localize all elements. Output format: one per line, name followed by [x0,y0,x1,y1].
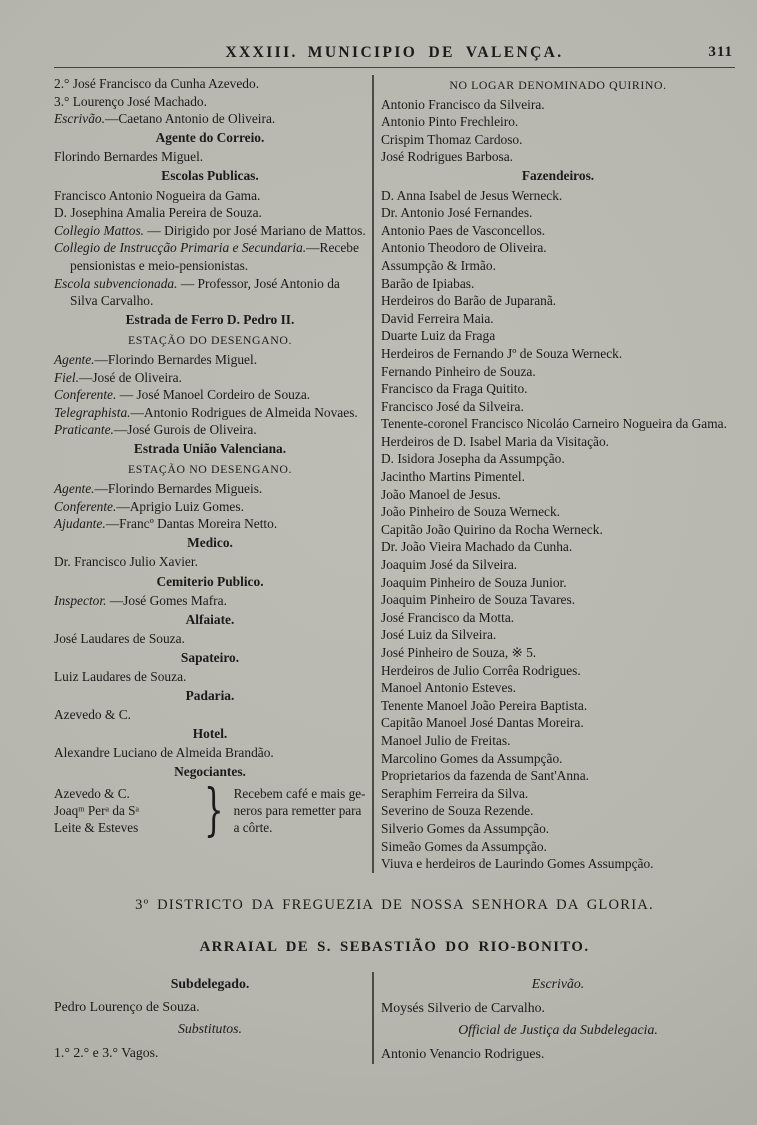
directory-line: Simeão Gomes da Assumpção. [381,838,547,854]
directory-line [54,404,366,422]
directory-line: José Francisco da Motta. [381,609,515,625]
directory-line: Francisco da Fraga Quitito. [381,381,528,397]
line-text: —Recebe pensionistas e meio-pensionistas. [70,240,359,273]
directory-line: Herdeiros do Barão de Juparanã. [381,293,557,309]
merchant-name: Leite & Esteves [54,820,139,836]
directory-line: Tenente-coronel Francisco Nicoláo Carneiro Nogueira da Gama. [381,416,727,432]
line-text: —Florindo Bernardes Migueis. [94,481,263,497]
directory-line: José Laudares de Souza. [54,630,185,646]
directory-line: José Luiz da Silveira. [381,627,497,643]
line-lead: Collegio Mattos. [54,222,145,238]
section-heading: Medico. [187,535,233,551]
line-lead: Inspector. [54,592,107,608]
chapter-number: XXXIII. [225,44,298,61]
directory-line: Silverio Gomes da Assumpção. [381,820,550,836]
line-lead: Conferente. [54,387,117,403]
merchant-names [54,785,196,837]
directory-line: D. Anna Isabel de Jesus Werneck. [381,187,563,203]
directory-line: Francisco Antonio Nogueira da Gama. [54,187,261,203]
directory-line: 1.° 2.° e 3.° Vagos. [54,1045,159,1061]
page-number: 311 [708,44,733,60]
line-lead: Escrivão. [54,111,105,127]
running-head [54,44,735,62]
bottom-right-column [374,972,735,1064]
directory-line: Florindo Bernardes Miguel. [54,149,204,165]
line-text: —José Gomes Mafra. [106,592,227,608]
directory-line [54,275,366,310]
section-heading: Fazendeiros. [521,168,595,184]
directory-line: Jacintho Martins Pimentel. [381,469,525,485]
arraial-heading: ARRAIAL DE S. SEBASTIÃO DO RIO-BONITO. [199,938,590,955]
directory-line: Duarte Luiz da Fraga [381,328,496,344]
section-heading: Cemiterio Publico. [156,573,264,589]
merchant-name: Joaqᵐ Perᵃ da Sᵃ [54,802,140,818]
directory-line: Francisco José da Silveira. [381,398,524,414]
section-heading: Hotel. [192,726,228,742]
directory-line [54,239,366,274]
directory-line: Pedro Lourenço de Souza. [54,999,200,1015]
directory-line: Capitão João Quirino da Rocha Werneck. [381,521,603,537]
line-text: —Florindo Bernardes Miguel. [94,351,258,367]
directory-line: Crispim Thomaz Cardoso. [381,131,523,147]
directory-line: Moysés Silverio de Carvalho. [381,999,546,1015]
directory-line: Herdeiros de Julio Corrêa Rodrigues. [381,662,581,678]
directory-line: Herdeiros de Fernando Jº de Souza Werneck. [381,345,623,361]
directory-line [54,351,366,369]
directory-line: Severino de Souza Rezende. [381,803,534,819]
line-lead: Agente. [54,351,95,367]
italic-heading: Official de Justiça da Subdelegacia. [458,1021,658,1037]
line-lead: Telegraphista. [54,404,131,420]
directory-line [54,386,366,404]
directory-line: João Manoel de Jesus. [381,486,501,502]
directory-line: 2.° José Francisco da Cunha Azevedo. [54,76,260,91]
directory-line: Antonio Venancio Rodrigues. [381,1045,545,1061]
section-subheading: ESTAÇÃO NO DESENGANO. [127,461,293,476]
district-heading: 3º DISTRICTO DA FREGUEZIA DE NOSSA SENHORA DA GLORIA. [135,896,654,913]
italic-heading: Escrivão. [531,975,585,991]
directory-line: Tenente Manoel João Pereira Baptista. [381,697,588,713]
directory-line: Antonio Francisco da Silveira. [381,96,545,112]
section-heading: Escolas Publicas. [161,168,259,184]
line-text: —Antonio Rodrigues de Almeida Novaes. [130,404,358,420]
directory-line: Dr. Antonio José Fernandes. [381,205,533,221]
page-header [54,44,735,62]
merchants-note-line: Recebem café e mais ge- [233,785,366,801]
line-text: —José Gurois de Oliveira. [113,422,257,438]
brace-glyph: } [204,777,224,843]
directory-line: Antonio Paes de Vasconcellos. [381,222,546,238]
directory-line: David Ferreira Maia. [381,310,494,326]
directory-line: Capitão Manoel José Dantas Moreira. [381,715,584,731]
section-heading: Negociantes. [174,764,246,780]
directory-line: José Rodrigues Barbosa. [381,149,514,165]
line-lead: Ajudante. [54,516,106,532]
directory-line: Proprietarios da fazenda de Sant'Anna. [381,768,590,784]
left-column-list [54,75,366,783]
directory-line [54,222,366,240]
directory-line [54,592,366,610]
bottom-column-divider [372,972,374,1064]
page-title: MUNICIPIO DE VALENÇA. [307,44,564,61]
directory-line: Marcolino Gomes da Assumpção. [381,750,563,766]
bottom-columns [54,972,735,1074]
directory-line [54,480,366,498]
directory-line: Fernando Pinheiro de Souza. [381,363,536,379]
line-lead: Escola subvencionada. [54,275,178,291]
italic-heading: Substitutos. [177,1021,242,1037]
section-heading: Estrada União Valenciana. [133,441,287,457]
directory-line [54,369,366,387]
directory-line: 3.° Lourenço José Machado. [54,93,207,109]
directory-line: Assumpção & Irmão. [381,257,496,273]
merchant-name: Azevedo & C. [54,785,130,801]
line-lead: Collegio de Instrucção Primaria e Secundaria. [54,240,307,256]
directory-line: Viuva e herdeiros de Laurindo Gomes Assumpção. [381,856,654,872]
directory-line: João Pinheiro de Souza Werneck. [381,504,561,520]
right-column [374,75,735,873]
line-text: —Aprigio Luiz Gomes. [116,498,244,514]
directory-line: José Pinheiro de Souza, ※ 5. [381,645,537,660]
directory-line: Dr. João Vieira Machado da Cunha. [381,539,573,555]
directory-line: D. Isidora Josepha da Assumpção. [381,451,565,467]
directory-line: Luiz Laudares de Souza. [54,669,187,684]
line-text: — José Manoel Cordeiro de Souza. [116,387,311,403]
section-subheading: ESTAÇÃO DO DESENGANO. [127,332,293,347]
line-text: —José de Oliveira. [78,369,182,385]
line-text: — Professor, José Antonio da Silva Carvalho. [70,275,340,309]
directory-line: Manoel Julio de Freitas. [381,732,511,748]
section-heading: Alfaiate. [185,611,235,627]
column-divider [372,75,374,873]
section-heading: Sapateiro. [180,649,240,665]
section-subheading: NO LOGAR DENOMINADO QUIRINO. [449,77,667,92]
line-text: —Caetano Antonio de Oliveira. [104,111,276,127]
bottom-left-column [54,972,372,1064]
line-text: — Dirigido por José Mariano de Mattos. [144,222,366,238]
left-column [54,75,372,873]
directory-line: Herdeiros de D. Isabel Maria da Visitação. [381,433,609,449]
directory-line: Alexandre Luciano de Almeida Brandão. [54,745,274,761]
directory-line: Joaquim Pinheiro de Souza Tavares. [381,592,576,608]
merchants-note-line: a côrte. [233,820,273,836]
section-heading: Padaria. [185,688,235,704]
directory-line [54,515,366,533]
section-heading: Agente do Correio. [155,130,265,146]
directory-line: Seraphim Ferreira da Silva. [381,785,529,801]
section-heading: Subdelegado. [170,975,250,991]
line-text: —Francº Dantas Moreira Netto. [105,516,278,532]
directory-line: D. Josephina Amalia Pereira de Souza. [54,205,262,221]
directory-line [54,110,366,128]
directory-line [54,421,366,439]
directory-line [54,498,366,516]
line-lead: Praticante. [54,422,114,438]
line-lead: Agente. [54,481,95,497]
directory-line: Antonio Pinto Frechleiro. [381,114,519,130]
directory-columns [54,75,735,873]
directory-line: Joaquim Pinheiro de Souza Junior. [381,574,567,590]
merchants-brace-group [54,777,366,843]
directory-line: Antonio Theodoro de Oliveira. [381,240,547,256]
directory-line: Joaquim José da Silveira. [381,557,518,573]
merchants-note-line: neros para remetter para [233,802,362,818]
section-heading: Estrada de Ferro D. Pedro II. [125,312,295,328]
directory-line: Manoel Antonio Esteves. [381,680,517,696]
line-lead: Fiel. [54,369,79,385]
line-lead: Conferente. [54,498,117,514]
header-rule [54,67,735,68]
directory-line: Barão de Ipiabas. [381,275,475,291]
directory-line: Azevedo & C. [54,707,131,723]
merchants-note [232,785,366,837]
directory-line: Dr. Francisco Julio Xavier. [54,554,198,570]
